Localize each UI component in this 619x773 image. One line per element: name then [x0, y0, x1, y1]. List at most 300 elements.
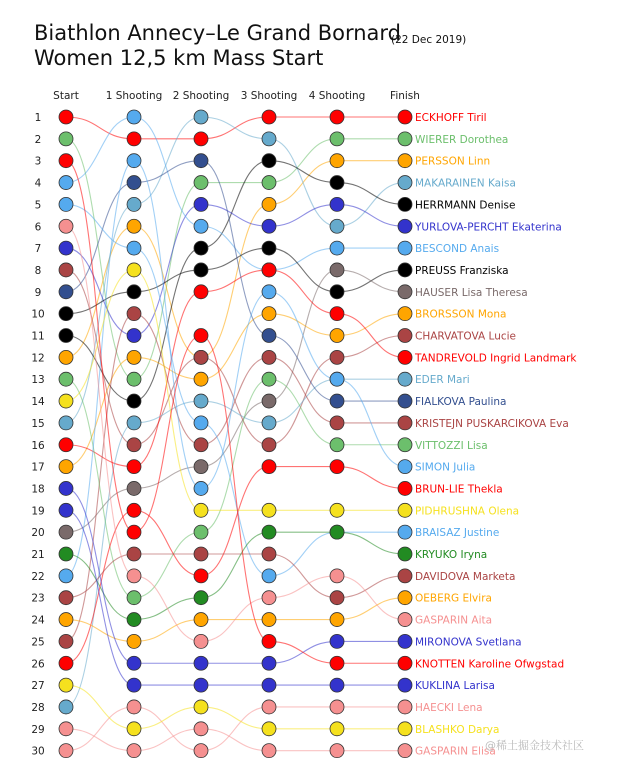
rank-marker: [127, 307, 141, 321]
rank-marker: [398, 547, 412, 561]
rank-link: [66, 707, 134, 751]
rank-marker: [127, 416, 141, 430]
rank-marker: [330, 634, 344, 648]
rank-marker: [127, 241, 141, 255]
rank-marker: [127, 634, 141, 648]
column-header: 3 Shooting: [240, 90, 298, 102]
rank-marker: [398, 372, 412, 386]
rank-label: 15: [31, 417, 45, 430]
rank-marker: [127, 744, 141, 758]
rank-link: [134, 270, 201, 510]
athlete-label: BESCOND Anais: [415, 243, 500, 256]
rank-marker: [262, 350, 276, 364]
rank-marker: [398, 394, 412, 408]
rank-link: [201, 423, 269, 576]
athlete-label: CHARVATOVA Lucie: [415, 330, 517, 343]
rank-marker: [398, 154, 412, 168]
rank-marker: [330, 219, 344, 233]
rank-marker: [330, 285, 344, 299]
rank-label: 17: [31, 461, 45, 474]
rank-marker: [194, 110, 208, 124]
rank-marker: [330, 460, 344, 474]
column-headers: [53, 90, 420, 102]
rank-link: [269, 161, 337, 183]
rank-marker: [398, 307, 412, 321]
rank-marker: [59, 744, 73, 758]
rank-link: [201, 357, 269, 444]
rank-marker: [59, 503, 73, 517]
rank-marker: [194, 547, 208, 561]
athlete-label: BLASHKO Darya: [415, 723, 500, 736]
rank-marker: [59, 154, 73, 168]
rank-link: [66, 488, 134, 663]
rank-link: [269, 270, 337, 314]
athlete-label: KRYUKO Iryna: [415, 549, 488, 561]
athlete-label: HERRMANN Denise: [415, 199, 516, 212]
rank-marker: [59, 263, 73, 277]
column-header: 1 Shooting: [105, 90, 163, 102]
rank-marker: [59, 372, 73, 386]
athlete-label: EDER Mari: [415, 374, 470, 387]
rank-marker: [262, 176, 276, 190]
rank-marker: [262, 460, 276, 474]
rank-link: [269, 139, 337, 183]
rank-marker: [127, 329, 141, 343]
rank-marker: [398, 634, 412, 648]
rank-marker: [330, 154, 344, 168]
rank-label: 3: [34, 155, 42, 168]
rank-link: [337, 467, 405, 489]
rank-link: [66, 510, 134, 685]
rank-link: [134, 270, 201, 292]
rank-marker: [59, 481, 73, 495]
rank-marker: [127, 481, 141, 495]
rank-marker: [262, 547, 276, 561]
rank-link: [134, 729, 201, 751]
athlete-labels: [414, 112, 577, 758]
chart-title-line-1: Biathlon Annecy–Le Grand Bornard: [34, 21, 402, 45]
rank-labels: [31, 112, 45, 758]
rank-marker: [59, 241, 73, 255]
athlete-label: MIRONOVA Svetlana: [415, 636, 522, 649]
rank-marker: [194, 481, 208, 495]
rank-marker: [194, 285, 208, 299]
rank-marker: [127, 547, 141, 561]
athlete-label: BRAISAZ Justine: [415, 527, 500, 540]
rank-marker: [194, 219, 208, 233]
athlete-label: PIDHRUSHNA Olena: [415, 505, 520, 518]
rank-marker: [262, 438, 276, 452]
rank-link: [66, 685, 134, 729]
rank-marker: [398, 416, 412, 430]
rank-link: [134, 161, 201, 489]
rank-marker: [330, 744, 344, 758]
rank-marker: [262, 197, 276, 211]
rank-label: 7: [34, 243, 42, 256]
rank-marker: [262, 307, 276, 321]
rank-label: 11: [31, 330, 45, 343]
rank-marker: [398, 110, 412, 124]
rank-link: [134, 204, 201, 335]
rank-marker: [330, 176, 344, 190]
rank-marker: [330, 656, 344, 670]
rank-marker: [398, 744, 412, 758]
athlete-label: YURLOVA-PERCHT Ekaterina: [415, 221, 562, 234]
rank-marker: [398, 525, 412, 539]
rank-marker: [194, 350, 208, 364]
rank-marker: [194, 372, 208, 386]
rank-marker: [59, 416, 73, 430]
athlete-label: ECKHOFF Tiril: [415, 112, 487, 124]
rank-marker: [398, 241, 412, 255]
rank-marker: [127, 132, 141, 146]
rank-label: 18: [31, 483, 45, 496]
rank-marker: [330, 438, 344, 452]
rank-marker: [59, 307, 73, 321]
rank-marker: [194, 329, 208, 343]
rank-link: [337, 314, 405, 336]
rank-marker: [194, 263, 208, 277]
rank-label: 28: [31, 701, 45, 714]
rank-marker: [194, 503, 208, 517]
rank-label: 24: [31, 614, 45, 627]
rank-marker: [127, 700, 141, 714]
rank-label: 22: [31, 570, 45, 583]
rank-link: [201, 707, 269, 729]
rank-marker: [194, 700, 208, 714]
rank-marker: [59, 656, 73, 670]
rank-marker: [398, 285, 412, 299]
rank-marker: [262, 525, 276, 539]
rank-label: 2: [34, 133, 42, 146]
rank-marker: [330, 329, 344, 343]
rank-marker: [127, 285, 141, 299]
rank-marker: [194, 613, 208, 627]
athlete-label: TANDREVOLD Ingrid Landmark: [415, 352, 577, 365]
rank-marker: [194, 132, 208, 146]
rank-marker: [330, 132, 344, 146]
rank-link: [66, 204, 134, 248]
rank-marker: [398, 350, 412, 364]
rank-label: 13: [31, 374, 45, 387]
rank-marker: [262, 722, 276, 736]
column-header: Start: [53, 90, 79, 102]
rank-marker: [398, 722, 412, 736]
rank-marker: [262, 503, 276, 517]
rank-link: [269, 314, 337, 336]
rank-link: [337, 336, 405, 358]
athlete-label: SIMON Julia: [415, 461, 476, 474]
chart-date-note: (22 Dec 2019): [391, 34, 467, 46]
rank-link: [337, 576, 405, 598]
rank-link: [66, 117, 134, 139]
rank-marker: [194, 416, 208, 430]
athlete-label: KNOTTEN Karoline Ofwgstad: [415, 658, 565, 671]
rank-marker: [194, 744, 208, 758]
rank-link: [201, 204, 269, 226]
rank-link: [201, 707, 269, 751]
rank-link: [66, 270, 134, 445]
rank-marker: [59, 613, 73, 627]
athlete-label: KUKLINA Larisa: [415, 680, 495, 693]
rank-marker: [330, 722, 344, 736]
rank-marker: [262, 591, 276, 605]
rank-marker: [262, 700, 276, 714]
rank-link: [201, 729, 269, 751]
rank-link: [269, 554, 337, 598]
rank-marker: [194, 241, 208, 255]
rank-marker: [262, 132, 276, 146]
rank-link: [134, 576, 201, 642]
rank-marker: [262, 285, 276, 299]
rank-marker: [59, 569, 73, 583]
rank-link: [134, 707, 201, 751]
rank-marker: [398, 132, 412, 146]
rank-link: [269, 248, 337, 292]
rank-link: [201, 161, 269, 248]
rank-link: [134, 707, 201, 729]
rank-marker: [262, 372, 276, 386]
rank-label: 14: [31, 396, 45, 409]
rank-marker: [59, 678, 73, 692]
rank-marker: [59, 285, 73, 299]
rank-marker: [262, 416, 276, 430]
rank-label: 27: [31, 680, 45, 693]
rank-marker: [127, 154, 141, 168]
rank-marker: [127, 176, 141, 190]
athlete-label: FIALKOVA Paulina: [415, 396, 507, 409]
rank-marker: [398, 700, 412, 714]
rank-link: [201, 117, 269, 139]
rank-marker: [127, 503, 141, 517]
rank-marker: [127, 591, 141, 605]
rank-label: 10: [31, 308, 45, 321]
rank-link: [337, 532, 405, 554]
rank-label: 21: [31, 549, 45, 561]
athlete-label: HAECKI Lena: [415, 701, 483, 714]
rank-label: 9: [34, 286, 42, 299]
rank-link: [66, 729, 134, 751]
rank-marker: [398, 569, 412, 583]
rank-link: [269, 576, 337, 598]
rank-marker: [262, 241, 276, 255]
rank-marker: [262, 613, 276, 627]
rank-marker: [127, 110, 141, 124]
rank-marker: [262, 656, 276, 670]
rank-marker: [59, 547, 73, 561]
rank-marker: [127, 722, 141, 736]
rank-marker: [59, 176, 73, 190]
rank-marker: [59, 591, 73, 605]
rank-marker: [194, 656, 208, 670]
rank-marker: [59, 110, 73, 124]
rank-label: 29: [31, 723, 45, 736]
rank-marker: [330, 110, 344, 124]
rank-marker: [262, 263, 276, 277]
rank-marker: [262, 634, 276, 648]
rank-marker: [330, 263, 344, 277]
rank-label: 20: [31, 527, 45, 540]
watermark: @稀土掘金技术社区: [485, 739, 584, 752]
rank-marker: [398, 176, 412, 190]
rank-marker: [127, 394, 141, 408]
athlete-label: OEBERG Elvira: [415, 592, 492, 605]
rank-marker: [59, 460, 73, 474]
rank-marker: [194, 722, 208, 736]
athlete-label: HAUSER Lisa Theresa: [415, 286, 528, 299]
rank-marker: [59, 197, 73, 211]
rank-marker: [262, 569, 276, 583]
rank-marker: [59, 132, 73, 146]
rank-marker: [59, 525, 73, 539]
rank-link: [269, 292, 337, 379]
rank-marker: [59, 722, 73, 736]
column-header: 2 Shooting: [172, 90, 230, 102]
rank-link: [337, 576, 405, 620]
rank-marker: [127, 197, 141, 211]
rank-marker: [330, 503, 344, 517]
athlete-label: KRISTEJN PUSKARCIKOVA Eva: [415, 417, 569, 430]
athlete-label: GASPARIN Elisa: [415, 745, 496, 758]
rank-link: [201, 292, 269, 489]
rank-marker: [330, 613, 344, 627]
athlete-label: BRORSSON Mona: [415, 308, 507, 321]
rank-marker: [59, 350, 73, 364]
rank-marker: [330, 525, 344, 539]
rank-marker: [398, 613, 412, 627]
rank-marker: [127, 350, 141, 364]
rank-label: 23: [31, 592, 45, 605]
rank-link: [66, 270, 134, 401]
rank-marker: [398, 460, 412, 474]
rank-marker: [59, 219, 73, 233]
rank-link: [337, 183, 405, 205]
rank-link: [201, 467, 269, 576]
rank-link: [269, 532, 337, 576]
rank-marker: [59, 329, 73, 343]
rank-marker: [127, 460, 141, 474]
athlete-label: WIERER Dorothea: [415, 133, 509, 146]
rank-marker: [194, 438, 208, 452]
rank-marker: [398, 219, 412, 233]
rank-label: 8: [34, 264, 42, 277]
rank-link: [201, 532, 269, 598]
rank-marker: [398, 656, 412, 670]
rank-label: 30: [31, 745, 45, 758]
rank-marker: [127, 372, 141, 386]
rank-marker: [398, 591, 412, 605]
rank-label: 1: [34, 112, 42, 124]
rank-marker: [127, 569, 141, 583]
rank-label: 16: [31, 439, 45, 452]
athlete-label: GASPARIN Aita: [415, 614, 493, 627]
rank-link: [201, 161, 269, 336]
rank-link: [337, 183, 405, 227]
athlete-label: MAKARAINEN Kaisa: [415, 177, 516, 190]
rank-marker: [59, 438, 73, 452]
rank-link: [201, 401, 269, 423]
rank-marker: [127, 613, 141, 627]
rank-marker: [330, 197, 344, 211]
rank-marker: [398, 197, 412, 211]
chart-title-line-2: Women 12,5 km Mass Start: [34, 46, 324, 70]
rank-marker: [330, 569, 344, 583]
rank-marker: [127, 263, 141, 277]
rank-link: [201, 248, 269, 270]
rank-marker: [127, 525, 141, 539]
column-header: 4 Shooting: [308, 90, 366, 102]
rank-marker: [262, 329, 276, 343]
rank-marker: [330, 372, 344, 386]
athlete-label: PERSSON Linn: [415, 155, 491, 168]
rank-marker: [127, 678, 141, 692]
column-header: Finish: [390, 90, 420, 102]
rank-link: [134, 248, 201, 423]
rank-marker: [194, 634, 208, 648]
rank-label: 19: [31, 505, 45, 518]
rank-marker: [262, 154, 276, 168]
athlete-label: BRUN-LIE Thekla: [415, 483, 503, 496]
rank-link: [337, 598, 405, 620]
rank-marker: [194, 176, 208, 190]
rank-marker: [262, 678, 276, 692]
rank-link: [134, 620, 201, 642]
rank-marker: [194, 197, 208, 211]
rank-link: [337, 314, 405, 358]
rank-marker: [194, 678, 208, 692]
rank-label: 4: [34, 177, 42, 190]
rank-link: [134, 117, 201, 204]
rank-marker: [194, 460, 208, 474]
rank-marker: [194, 154, 208, 168]
rank-marker: [330, 350, 344, 364]
rank-link: [269, 641, 337, 663]
rank-marker: [194, 569, 208, 583]
rank-marker: [194, 591, 208, 605]
rank-link: [269, 248, 337, 270]
rank-marker: [330, 678, 344, 692]
rank-marker: [59, 700, 73, 714]
rank-marker: [262, 219, 276, 233]
rank-marker: [262, 394, 276, 408]
rank-link: [269, 139, 337, 226]
rank-marker: [127, 656, 141, 670]
rank-marker: [194, 394, 208, 408]
rank-link: [66, 226, 134, 576]
rank-marker: [330, 591, 344, 605]
rank-label: 26: [31, 658, 45, 671]
rank-links: [66, 117, 405, 751]
rank-marker: [194, 525, 208, 539]
athlete-label: DAVIDOVA Marketa: [415, 570, 516, 583]
rank-marker: [398, 503, 412, 517]
rank-marker: [262, 744, 276, 758]
rank-link: [66, 161, 134, 576]
rank-link: [134, 401, 201, 423]
athlete-label: PREUSS Franziska: [415, 264, 509, 277]
rank-marker: [330, 416, 344, 430]
rank-marker: [398, 329, 412, 343]
rank-marker: [59, 394, 73, 408]
rank-marker: [262, 110, 276, 124]
rank-link: [337, 270, 405, 292]
rank-label: 25: [31, 636, 45, 649]
rank-link: [201, 270, 269, 292]
rank-label: 5: [34, 199, 42, 212]
rank-label: 12: [31, 352, 45, 365]
rank-marker: [127, 219, 141, 233]
athlete-label: VITTOZZI Lisa: [415, 439, 488, 452]
